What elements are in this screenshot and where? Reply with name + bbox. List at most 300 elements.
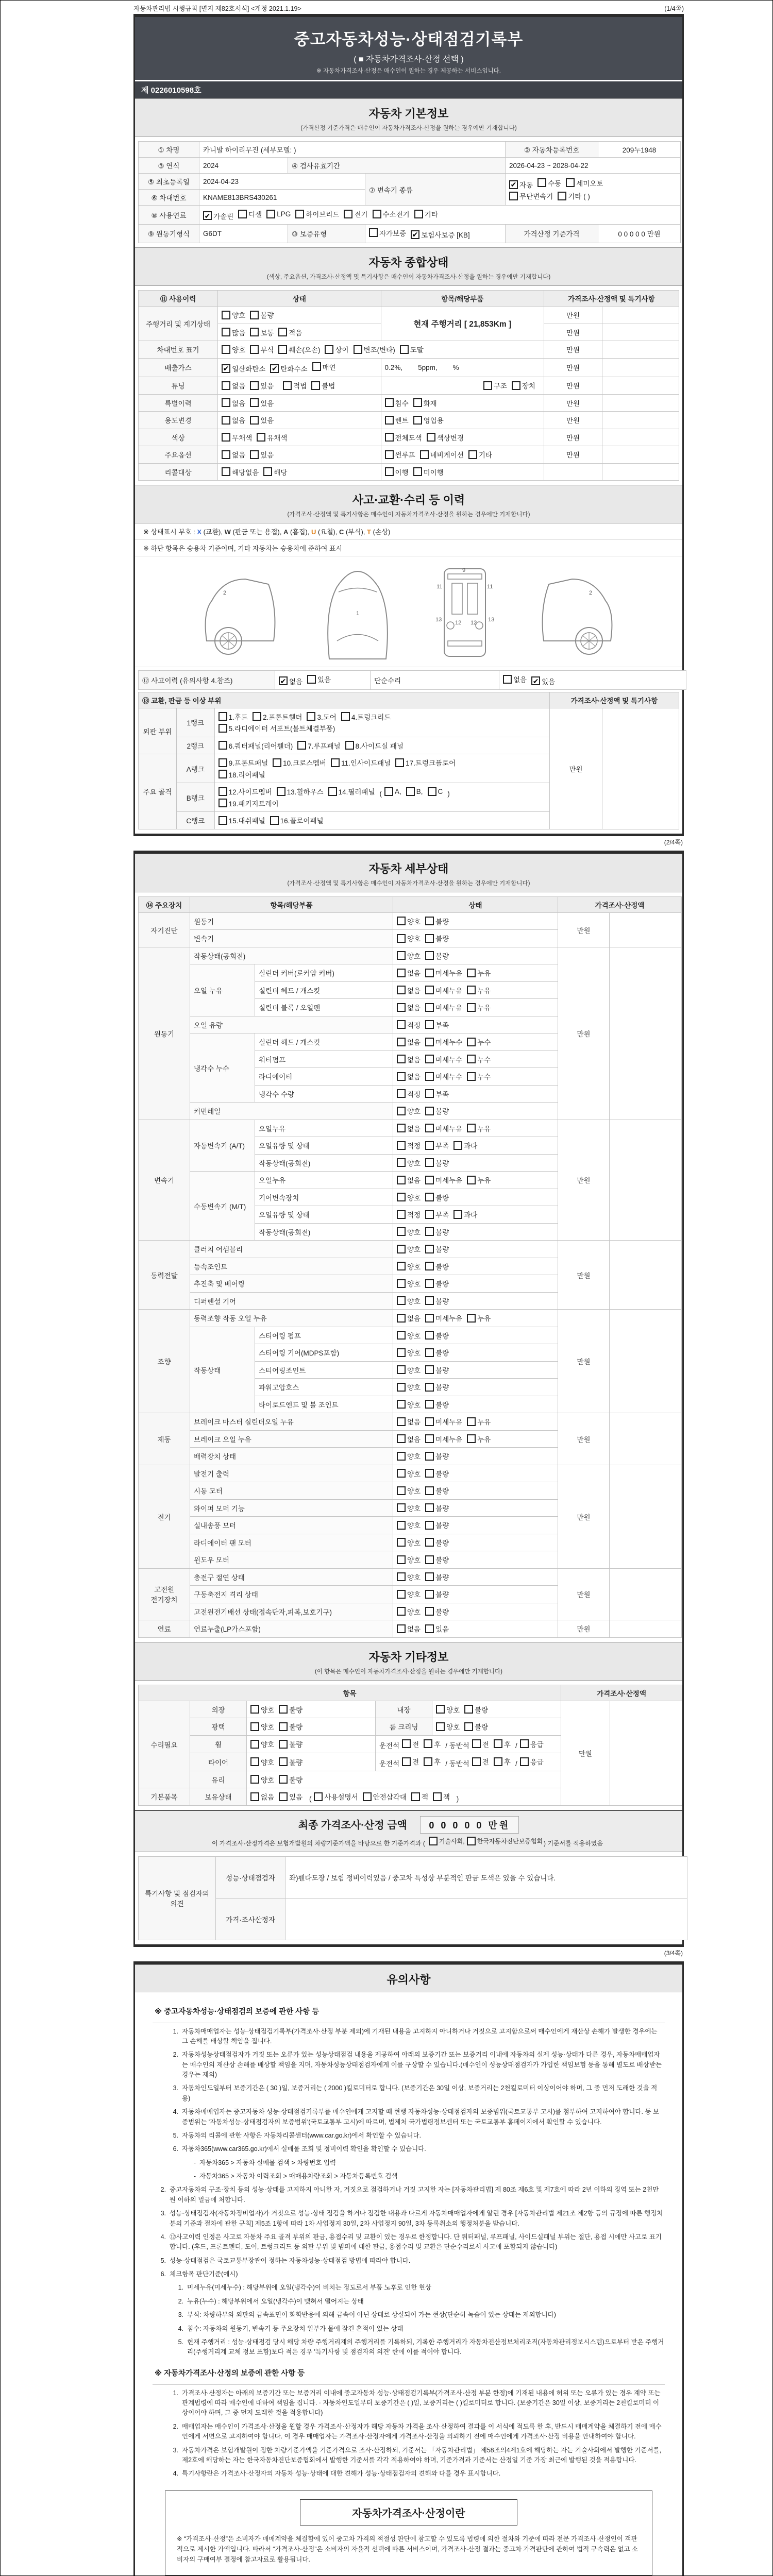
checkbox-icon[interactable] [250, 1757, 259, 1766]
checkbox-icon[interactable] [250, 1792, 259, 1801]
checkbox-option[interactable] [385, 398, 409, 408]
checkbox-icon[interactable] [397, 1555, 406, 1564]
checkbox-option[interactable] [467, 1123, 491, 1133]
checkbox-icon[interactable] [464, 1722, 473, 1731]
checkbox-option[interactable] [250, 1704, 274, 1715]
checkbox-option[interactable] [483, 380, 507, 391]
checkbox-option[interactable] [509, 191, 553, 201]
checkbox-icon[interactable] [328, 787, 337, 796]
checkbox-option[interactable] [385, 467, 409, 477]
checkbox-icon[interactable] [503, 675, 512, 684]
checkbox-option[interactable] [222, 344, 245, 354]
checkbox-option[interactable] [425, 1451, 449, 1461]
checkbox-option[interactable] [425, 1002, 462, 1012]
checkbox-icon[interactable] [397, 1141, 406, 1150]
checkbox-icon[interactable] [483, 381, 492, 390]
checkbox-icon[interactable] [425, 1383, 434, 1392]
checkbox-icon[interactable] [397, 1227, 406, 1236]
checkbox-option[interactable] [467, 1037, 491, 1047]
checkbox-icon[interactable] [250, 311, 259, 319]
checkbox-option[interactable] [397, 1365, 421, 1375]
checkbox-option[interactable] [413, 398, 437, 408]
checkbox-option[interactable] [219, 769, 265, 779]
checkbox-option[interactable] [250, 1774, 274, 1785]
checkbox-option[interactable] [425, 1554, 449, 1565]
checkbox-option[interactable] [222, 363, 265, 374]
checkbox-icon[interactable] [283, 381, 292, 390]
checkbox-option[interactable] [425, 1347, 449, 1358]
checkbox-icon[interactable] [344, 210, 352, 218]
checkbox-option[interactable] [425, 1158, 449, 1168]
checkbox-option[interactable] [425, 1399, 449, 1410]
checkbox-icon[interactable] [397, 1331, 406, 1340]
checkbox-icon[interactable] [397, 1383, 406, 1392]
checkbox-option[interactable] [425, 933, 449, 943]
checkbox-icon[interactable] [397, 1521, 406, 1530]
checkbox-option[interactable] [468, 449, 492, 460]
checkbox-option[interactable] [425, 1278, 449, 1289]
checkbox-checked-icon[interactable]: ✔ [279, 676, 288, 685]
checkbox-icon[interactable] [411, 1792, 420, 1801]
checkbox-icon[interactable] [397, 1590, 406, 1599]
checkbox-option[interactable] [467, 1837, 543, 1845]
checkbox-option[interactable] [425, 1589, 449, 1599]
checkbox-option[interactable] [219, 723, 335, 733]
checkbox-icon[interactable] [402, 1757, 411, 1766]
checkbox-option[interactable] [222, 415, 245, 425]
checkbox-icon[interactable] [520, 1739, 529, 1748]
checkbox-icon[interactable] [425, 1434, 434, 1443]
checkbox-icon[interactable] [425, 1572, 434, 1581]
checkbox-icon[interactable] [420, 450, 429, 459]
checkbox-icon[interactable] [279, 1775, 288, 1784]
checkbox-option[interactable] [467, 968, 491, 978]
checkbox-icon[interactable] [425, 1176, 434, 1184]
checkbox-option[interactable] [467, 1175, 491, 1185]
checkbox-option[interactable] [425, 951, 449, 961]
checkbox-option[interactable] [472, 1756, 489, 1767]
checkbox-option[interactable] [283, 380, 307, 391]
checkbox-icon[interactable] [413, 467, 422, 476]
checkbox-icon[interactable] [467, 1072, 476, 1081]
checkbox-icon[interactable] [307, 675, 316, 684]
checkbox-option[interactable] [425, 1054, 462, 1064]
checkbox-checked-icon[interactable]: ✔ [222, 364, 230, 373]
checkbox-option[interactable] [397, 1002, 421, 1012]
checkbox-option[interactable] [297, 740, 340, 751]
checkbox-option[interactable] [354, 344, 395, 354]
checkbox-icon[interactable] [397, 1089, 406, 1098]
checkbox-option[interactable] [411, 229, 469, 240]
checkbox-option[interactable] [425, 1365, 449, 1375]
checkbox-icon[interactable] [250, 1705, 259, 1714]
checkbox-option[interactable] [467, 985, 491, 995]
checkbox-option[interactable] [307, 674, 331, 684]
checkbox-icon[interactable] [453, 1210, 462, 1219]
checkbox-icon[interactable] [354, 345, 362, 354]
checkbox-option[interactable] [250, 310, 274, 320]
checkbox-icon[interactable] [250, 345, 259, 354]
checkbox-option[interactable] [467, 1054, 491, 1064]
checkbox-icon[interactable] [494, 1757, 502, 1766]
checkbox-option[interactable] [314, 1791, 358, 1802]
checkbox-option[interactable] [425, 1572, 449, 1582]
checkbox-icon[interactable] [312, 362, 321, 371]
checkbox-option[interactable] [369, 228, 406, 238]
checkbox-icon[interactable] [433, 1792, 442, 1801]
checkbox-checked-icon[interactable]: ✔ [411, 230, 419, 239]
checkbox-option[interactable] [425, 1071, 462, 1081]
checkbox-option[interactable] [425, 1416, 462, 1427]
checkbox-icon[interactable] [397, 1055, 406, 1063]
checkbox-icon[interactable] [425, 1607, 434, 1616]
checkbox-option[interactable] [425, 968, 462, 978]
checkbox-option[interactable] [266, 210, 291, 218]
checkbox-option[interactable] [397, 1399, 421, 1410]
checkbox-option[interactable] [295, 209, 339, 219]
checkbox-option[interactable] [341, 711, 391, 722]
checkbox-option[interactable] [278, 327, 302, 337]
checkbox-icon[interactable] [385, 467, 394, 476]
checkbox-option[interactable] [270, 363, 307, 374]
checkbox-icon[interactable] [467, 1417, 476, 1426]
checkbox-icon[interactable] [453, 1141, 462, 1150]
checkbox-option[interactable] [436, 1704, 460, 1715]
checkbox-option[interactable] [425, 1330, 449, 1341]
checkbox-icon[interactable] [467, 1003, 476, 1012]
checkbox-icon[interactable] [397, 1020, 406, 1029]
checkbox-icon[interactable] [425, 1107, 434, 1115]
checkbox-option[interactable] [425, 1313, 462, 1323]
checkbox-icon[interactable] [425, 986, 434, 994]
checkbox-option[interactable] [558, 191, 590, 201]
checkbox-checked-icon[interactable]: ✔ [270, 364, 279, 373]
checkbox-icon[interactable] [397, 1607, 406, 1616]
checkbox-icon[interactable] [413, 398, 422, 407]
checkbox-icon[interactable] [425, 1521, 434, 1530]
checkbox-icon[interactable] [397, 1279, 406, 1288]
checkbox-icon[interactable] [278, 328, 287, 336]
checkbox-icon[interactable] [397, 1003, 406, 1012]
checkbox-option[interactable] [425, 1192, 449, 1202]
checkbox-option[interactable] [345, 740, 404, 751]
checkbox-option[interactable] [467, 1434, 491, 1444]
checkbox-option[interactable] [219, 740, 293, 751]
checkbox-option[interactable] [453, 1209, 477, 1219]
checkbox-option[interactable] [279, 1774, 303, 1785]
checkbox-option[interactable] [397, 1606, 421, 1617]
checkbox-icon[interactable] [467, 1124, 476, 1132]
checkbox-icon[interactable] [385, 450, 394, 459]
checkbox-icon[interactable] [425, 1365, 434, 1374]
checkbox-option[interactable] [472, 1739, 489, 1749]
checkbox-option[interactable] [250, 398, 274, 408]
checkbox-icon[interactable] [425, 1452, 434, 1461]
checkbox-icon[interactable] [427, 433, 435, 442]
checkbox-icon[interactable] [467, 1434, 476, 1443]
checkbox-option[interactable] [397, 1054, 421, 1064]
checkbox-icon[interactable] [425, 969, 434, 977]
checkbox-option[interactable] [277, 786, 324, 796]
checkbox-icon[interactable] [397, 951, 406, 960]
checkbox-option[interactable] [464, 1721, 488, 1732]
checkbox-icon[interactable] [273, 758, 281, 767]
checkbox-option[interactable] [397, 1623, 421, 1634]
checkbox-icon[interactable] [277, 787, 285, 796]
checkbox-option[interactable] [425, 1106, 449, 1116]
checkbox-icon[interactable] [425, 1590, 434, 1599]
checkbox-icon[interactable] [400, 345, 409, 354]
checkbox-icon[interactable] [253, 712, 261, 721]
checkbox-option[interactable] [273, 757, 326, 768]
checkbox-option[interactable] [413, 415, 444, 425]
checkbox-icon[interactable] [397, 1158, 406, 1167]
checkbox-icon[interactable] [250, 1775, 259, 1784]
checkbox-icon[interactable] [385, 433, 394, 442]
checkbox-option[interactable] [397, 1416, 421, 1427]
checkbox-icon[interactable] [397, 1124, 406, 1132]
checkbox-icon[interactable] [413, 416, 422, 425]
checkbox-icon[interactable] [219, 712, 227, 721]
checkbox-option[interactable] [250, 344, 274, 354]
checkbox-option[interactable] [397, 1106, 421, 1116]
checkbox-option[interactable] [425, 1175, 462, 1185]
checkbox-option[interactable] [219, 711, 248, 722]
checkbox-icon[interactable] [222, 398, 230, 407]
checkbox-option[interactable] [397, 1589, 421, 1599]
checkbox-option[interactable] [411, 1791, 428, 1802]
checkbox-option[interactable] [425, 985, 462, 995]
checkbox-icon[interactable] [222, 328, 230, 336]
checkbox-icon[interactable] [494, 1739, 502, 1748]
checkbox-checked-icon[interactable]: ✔ [509, 180, 518, 189]
checkbox-option[interactable] [467, 1071, 491, 1081]
checkbox-option[interactable] [425, 1020, 449, 1030]
checkbox-option[interactable] [566, 178, 603, 188]
checkbox-icon[interactable] [425, 1141, 434, 1150]
checkbox-option[interactable] [397, 1434, 421, 1444]
checkbox-icon[interactable] [397, 1245, 406, 1253]
checkbox-icon[interactable] [566, 178, 575, 187]
checkbox-icon[interactable] [397, 1624, 406, 1633]
checkbox-option[interactable] [250, 415, 274, 425]
checkbox-icon[interactable] [397, 1469, 406, 1478]
checkbox-checked-icon[interactable]: ✔ [203, 211, 212, 220]
checkbox-icon[interactable] [331, 758, 340, 767]
checkbox-icon[interactable] [385, 416, 394, 425]
checkbox-icon[interactable] [424, 1739, 432, 1748]
checkbox-icon[interactable] [425, 1020, 434, 1029]
checkbox-option[interactable] [424, 1756, 441, 1767]
checkbox-icon[interactable] [250, 450, 259, 459]
checkbox-icon[interactable] [222, 450, 230, 459]
checkbox-icon[interactable] [397, 1348, 406, 1357]
checkbox-option[interactable] [250, 449, 274, 460]
checkbox-option[interactable] [238, 209, 262, 219]
checkbox-icon[interactable] [425, 1314, 434, 1323]
checkbox-option[interactable] [385, 432, 422, 443]
checkbox-option[interactable] [406, 787, 423, 796]
checkbox-icon[interactable] [397, 1176, 406, 1184]
checkbox-icon[interactable] [219, 770, 227, 778]
checkbox-icon[interactable] [424, 1757, 432, 1766]
checkbox-icon[interactable] [397, 1107, 406, 1115]
checkbox-option[interactable] [413, 467, 444, 477]
checkbox-option[interactable] [425, 1296, 449, 1306]
checkbox-option[interactable] [250, 1721, 274, 1732]
checkbox-option[interactable] [425, 1209, 449, 1219]
checkbox-icon[interactable] [425, 1555, 434, 1564]
checkbox-option[interactable] [397, 951, 421, 961]
checkbox-icon[interactable] [397, 1538, 406, 1547]
checkbox-icon[interactable] [250, 398, 259, 407]
checkbox-option[interactable] [520, 1756, 544, 1767]
checkbox-option[interactable] [494, 1756, 511, 1767]
checkbox-option[interactable] [467, 1416, 491, 1427]
checkbox-option[interactable] [397, 1330, 421, 1341]
checkbox-option[interactable] [425, 1623, 449, 1634]
checkbox-icon[interactable] [369, 228, 378, 237]
checkbox-icon[interactable] [257, 433, 265, 442]
checkbox-option[interactable] [425, 1537, 449, 1548]
checkbox-option[interactable] [397, 1503, 421, 1513]
checkbox-option[interactable] [222, 467, 259, 477]
checkbox-option[interactable] [219, 757, 268, 768]
checkbox-option[interactable] [397, 1382, 421, 1392]
checkbox-option[interactable] [531, 676, 555, 686]
checkbox-option[interactable] [397, 1537, 421, 1548]
checkbox-option[interactable] [467, 1002, 491, 1012]
checkbox-icon[interactable] [425, 1279, 434, 1288]
checkbox-option[interactable] [453, 1140, 477, 1150]
checkbox-option[interactable] [250, 327, 274, 337]
checkbox-icon[interactable] [397, 1072, 406, 1081]
checkbox-icon[interactable] [222, 433, 230, 442]
checkbox-option[interactable] [385, 415, 409, 425]
checkbox-icon[interactable] [429, 1837, 438, 1845]
checkbox-icon[interactable] [397, 986, 406, 994]
checkbox-option[interactable] [400, 344, 424, 354]
checkbox-icon[interactable] [425, 1417, 434, 1426]
checkbox-icon[interactable] [219, 741, 227, 750]
checkbox-icon[interactable] [397, 1193, 406, 1201]
checkbox-icon[interactable] [467, 1055, 476, 1063]
checkbox-icon[interactable] [397, 1400, 406, 1409]
checkbox-icon[interactable] [425, 1348, 434, 1357]
checkbox-option[interactable] [263, 467, 287, 477]
checkbox-option[interactable] [433, 1791, 450, 1802]
checkbox-option[interactable] [363, 1791, 407, 1802]
checkbox-icon[interactable] [250, 416, 259, 425]
checkbox-option[interactable] [222, 380, 245, 391]
checkbox-icon[interactable] [219, 724, 227, 733]
checkbox-icon[interactable] [311, 381, 320, 390]
checkbox-icon[interactable] [279, 1722, 288, 1731]
checkbox-icon[interactable] [314, 1792, 323, 1801]
checkbox-icon[interactable] [373, 210, 381, 218]
checkbox-option[interactable] [250, 1757, 274, 1767]
checkbox-option[interactable] [414, 209, 438, 219]
checkbox-icon[interactable] [345, 741, 354, 750]
checkbox-icon[interactable] [384, 787, 393, 796]
checkbox-option[interactable] [425, 1606, 449, 1617]
checkbox-icon[interactable] [425, 1003, 434, 1012]
checkbox-icon[interactable] [428, 787, 436, 796]
checkbox-option[interactable] [279, 1721, 303, 1732]
checkbox-icon[interactable] [402, 1739, 411, 1748]
checkbox-option[interactable] [397, 1485, 421, 1496]
checkbox-option[interactable] [250, 1739, 274, 1749]
checkbox-icon[interactable] [266, 210, 275, 218]
checkbox-icon[interactable] [425, 934, 434, 943]
checkbox-icon[interactable] [467, 1314, 476, 1323]
checkbox-icon[interactable] [222, 345, 230, 354]
checkbox-icon[interactable] [406, 787, 415, 796]
checkbox-option[interactable] [219, 798, 279, 808]
checkbox-icon[interactable] [279, 1792, 288, 1801]
checkbox-option[interactable] [397, 1261, 421, 1272]
checkbox-option[interactable] [537, 178, 561, 188]
checkbox-icon[interactable] [397, 1434, 406, 1443]
checkbox-icon[interactable] [397, 1486, 406, 1495]
checkbox-icon[interactable] [325, 345, 333, 354]
checkbox-option[interactable] [397, 1278, 421, 1289]
checkbox-icon[interactable] [537, 178, 546, 187]
checkbox-icon[interactable] [279, 1757, 288, 1766]
checkbox-option[interactable] [429, 1837, 465, 1845]
checkbox-checked-icon[interactable]: ✔ [531, 676, 540, 685]
checkbox-icon[interactable] [279, 1705, 288, 1714]
checkbox-option[interactable] [331, 757, 391, 768]
checkbox-icon[interactable] [467, 1176, 476, 1184]
checkbox-icon[interactable] [512, 381, 520, 390]
checkbox-icon[interactable] [425, 1262, 434, 1270]
checkbox-option[interactable] [222, 449, 245, 460]
checkbox-icon[interactable] [307, 712, 315, 721]
checkbox-icon[interactable] [425, 1193, 434, 1201]
checkbox-option[interactable] [503, 674, 527, 684]
checkbox-option[interactable] [250, 380, 274, 391]
checkbox-option[interactable] [219, 815, 265, 825]
checkbox-option[interactable] [253, 711, 302, 722]
checkbox-option[interactable] [397, 1071, 421, 1081]
checkbox-option[interactable] [436, 1721, 460, 1732]
checkbox-option[interactable] [397, 1227, 421, 1237]
checkbox-icon[interactable] [363, 1792, 372, 1801]
checkbox-icon[interactable] [520, 1757, 529, 1766]
checkbox-option[interactable] [425, 1089, 449, 1099]
checkbox-icon[interactable] [558, 192, 566, 200]
checkbox-icon[interactable] [341, 712, 350, 721]
checkbox-option[interactable] [312, 362, 336, 372]
checkbox-option[interactable] [397, 1037, 421, 1047]
checkbox-icon[interactable] [397, 1572, 406, 1581]
checkbox-option[interactable] [425, 1037, 462, 1047]
checkbox-option[interactable] [279, 1739, 303, 1749]
checkbox-option[interactable] [397, 933, 421, 943]
checkbox-option[interactable] [425, 1140, 449, 1150]
checkbox-icon[interactable] [425, 1296, 434, 1305]
checkbox-icon[interactable] [397, 969, 406, 977]
checkbox-option[interactable] [397, 1451, 421, 1461]
checkbox-option[interactable] [397, 1158, 421, 1168]
checkbox-icon[interactable] [397, 917, 406, 925]
checkbox-option[interactable] [397, 1572, 421, 1582]
checkbox-icon[interactable] [297, 741, 306, 750]
checkbox-icon[interactable] [219, 758, 227, 767]
checkbox-icon[interactable] [425, 1072, 434, 1081]
checkbox-icon[interactable] [467, 1837, 476, 1845]
